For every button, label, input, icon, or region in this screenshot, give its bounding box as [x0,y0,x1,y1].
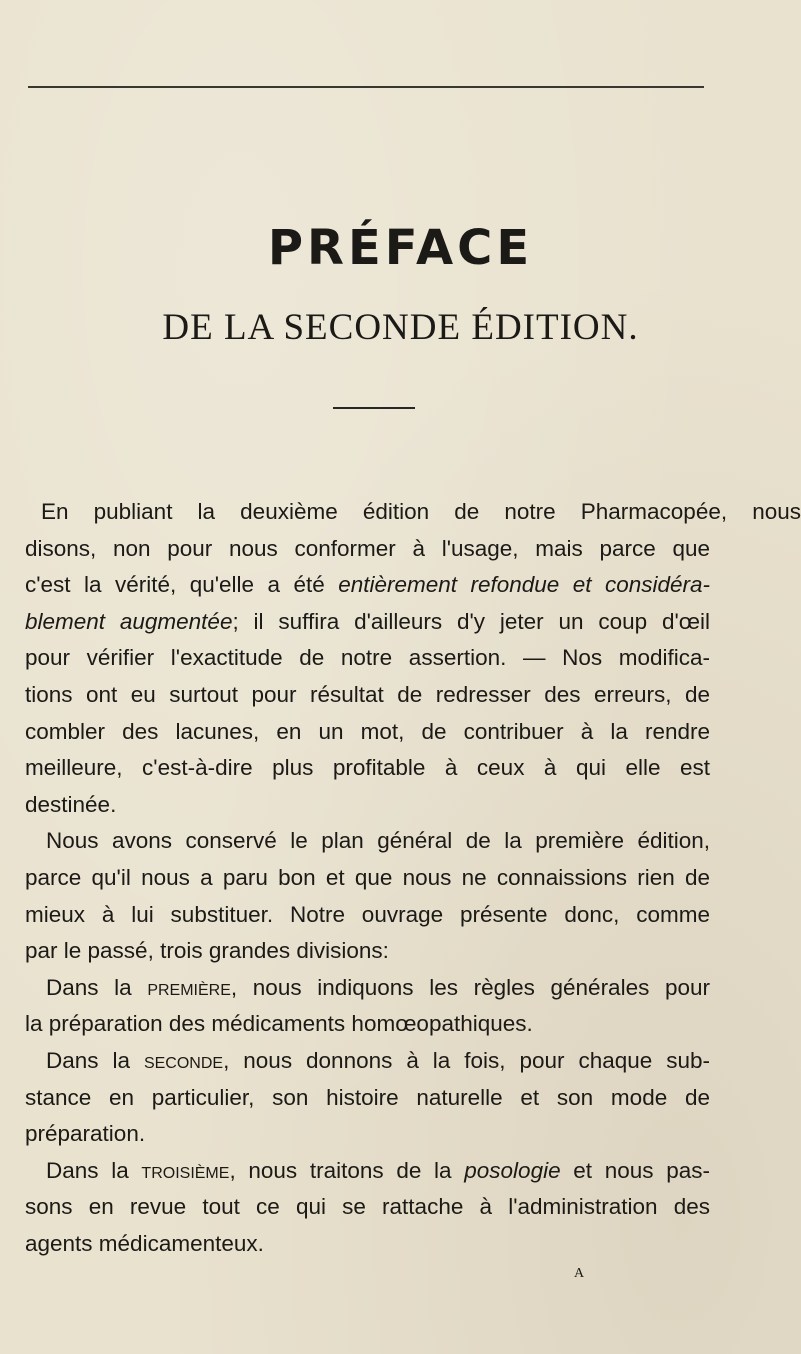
text-line [0,933,801,970]
text-span: pour vérifier l'exactitude de notre assertion. — Nos modifica- [25,645,710,671]
emphasis-text: entièrement refondue et considéra- [338,572,710,598]
text-line [0,750,801,787]
text-line [0,714,801,751]
text-span: , nous indiquons les règles générales pour [230,974,711,1000]
separator-rule [333,407,415,409]
text-span: mieux à lui substituer. Notre ouvrage présente donc, comme [25,901,710,927]
text-span: tions ont eu surtout pour résultat de redresser des erreurs, de [25,681,710,707]
text-line [0,860,801,897]
text-span: , nous traitons de la [229,1157,465,1183]
text-span: Nous avons conservé le plan général de la première édition, [46,828,710,854]
text-span: destinée. [25,791,117,817]
small-caps-text: troisième [141,1157,230,1183]
signature-mark: A [574,1266,585,1281]
small-caps-text: première [147,974,231,1000]
text-span: stance en particulier, son histoire naturelle et son mode de [25,1084,710,1110]
text-span: En publiant la deuxième édition de notre Pharmacopée, nous [41,499,801,524]
page-subtitle: DE LA SECONDE ÉDITION. [162,307,639,348]
emphasis-text: blement augmentée [25,608,233,634]
preface-body [0,494,801,1262]
text-line [0,1116,801,1153]
text-span: préparation. [25,1121,146,1147]
text-line [0,677,801,714]
text-line [0,1189,801,1226]
text-line [0,567,801,604]
text-line [0,1080,801,1117]
text-span: parce qu'il nous a paru bon et que nous ne connaissions rien de [25,864,710,890]
text-span: ; il suffira d'ailleurs d'y jeter un coup d'œil [232,608,710,634]
text-line [0,494,801,531]
text-line [0,823,801,860]
text-line [0,1153,801,1190]
text-line [0,640,801,677]
text-span: , nous donnons à la fois, pour chaque sub- [223,1047,710,1073]
page-title: PRÉFACE [267,220,534,276]
text-span: sons en revue tout ce qui se rattache à l'administration des [25,1194,710,1220]
text-span: agents médicamenteux. [25,1230,264,1256]
text-line [0,897,801,934]
text-span: Dans la [46,1047,144,1073]
top-rule [28,86,704,88]
emphasis-text: posologie [464,1157,561,1183]
text-line [0,531,801,568]
text-span: et nous pas- [560,1157,710,1183]
text-span: combler des lacunes, en un mot, de contribuer à la rendre [25,718,710,744]
text-line [0,787,801,824]
text-line [0,1043,801,1080]
text-span: Dans la [46,1157,142,1183]
text-span: disons, non pour nous conformer à l'usage, mais parce que [25,535,710,561]
text-line [0,1006,801,1043]
text-line [0,604,801,641]
text-span: meilleure, c'est-à-dire plus profitable à ceux à qui elle est [25,755,710,781]
text-line [0,1226,801,1263]
text-line [0,970,801,1007]
text-span: par le passé, trois grandes divisions: [25,938,389,964]
text-span: la préparation des médicaments homœopathiques. [25,1011,533,1037]
text-span: Dans la [46,974,148,1000]
text-span: c'est la vérité, qu'elle a été [25,572,339,598]
small-caps-text: seconde [143,1047,224,1073]
